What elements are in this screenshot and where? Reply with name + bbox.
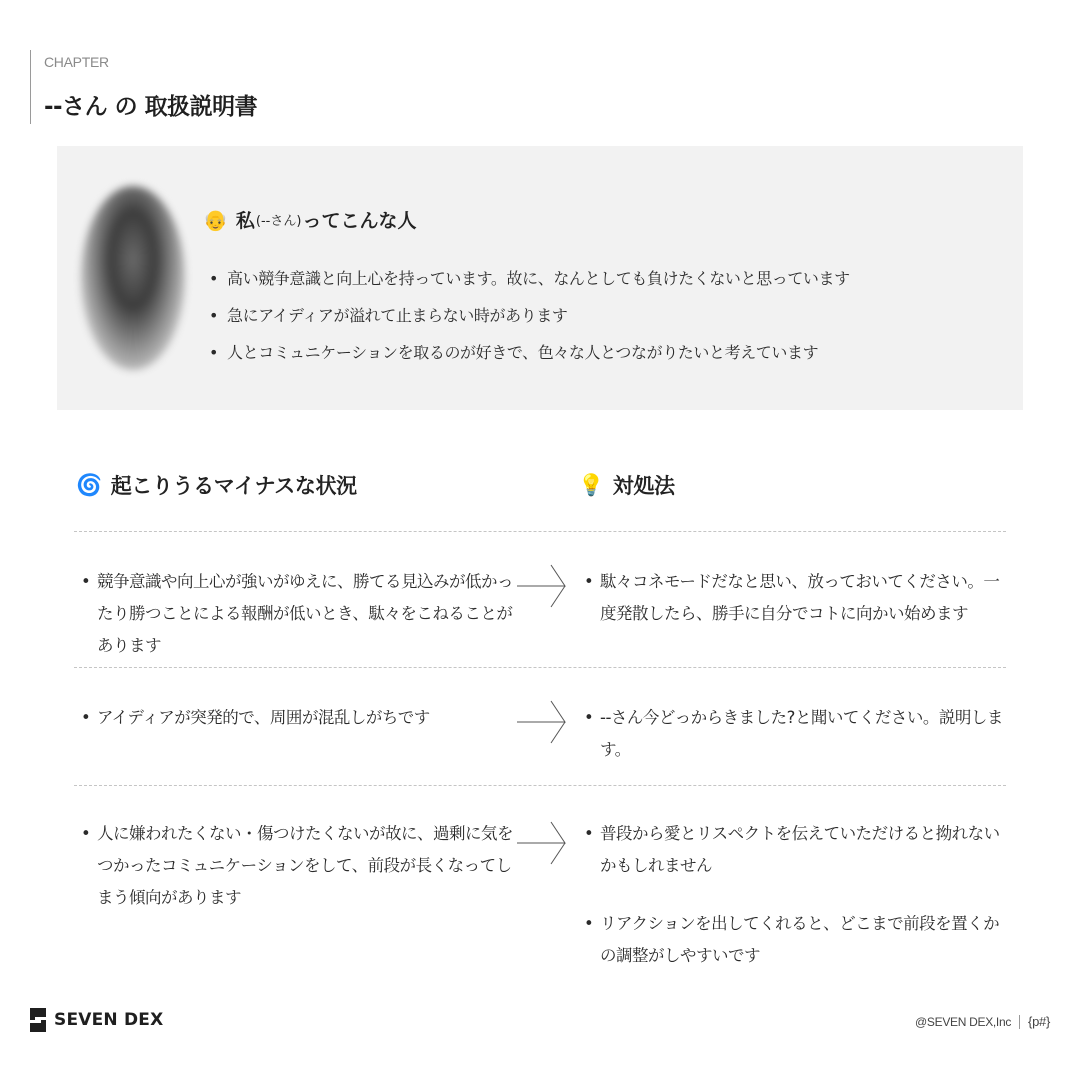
profile-title-paren: (--さん): [255, 214, 302, 229]
remedy-item: • 駄々コネモードだなと思い、放っておいてください。一度発散したら、勝手に自分でコトに向かい始めます: [584, 572, 1000, 623]
remedies-heading-label: 対処法: [612, 474, 675, 498]
situation-item: • アイディアが突発的で、周囲が混乱しがちです: [81, 708, 430, 727]
arrow-icon: [515, 818, 571, 868]
remedy-item: • リアクションを出してくれると、どこまで前段を置くかの調整がしやすいです: [584, 914, 1000, 965]
situation-text: アイディアが突発的で、周囲が混乱しがちです: [97, 708, 430, 727]
chapter-rule: [30, 50, 31, 124]
page-number: {p#}: [1028, 1014, 1050, 1029]
profile-card: [57, 146, 1023, 410]
remedies-heading: [578, 470, 675, 500]
situation-item: • 競争意識や向上心が強いがゆえに、勝てる見込みが低かったり勝つことによる報酬が低いとき、駄々をこねることがあります: [81, 572, 513, 655]
remedy-item: • --さん今どっからきました?と聞いてください。説明します。: [584, 708, 1003, 759]
profile-title-main: 私: [235, 210, 255, 232]
brand-name: SEVEN DEX: [54, 1010, 164, 1030]
row-divider: [74, 785, 1006, 786]
remedy-text: 普段から愛とリスペクトを伝えていただけると拗れないかもしれません: [600, 824, 1000, 875]
light-bulb-icon: 💡: [578, 472, 604, 497]
copyright: @SEVEN DEX,Inc: [915, 1014, 1012, 1029]
remedy-text: リアクションを出してくれると、どこまで前段を置くかの調整がしやすいです: [600, 914, 1000, 965]
row-divider: [74, 531, 1006, 532]
profile-item: • 急にアイディアが溢れて止まらない時があります: [209, 297, 850, 334]
seven-dex-logo-icon: [30, 1008, 46, 1032]
remedy-item: • 普段から愛とリスペクトを伝えていただけると拗れないかもしれません: [584, 824, 1000, 875]
profile-item: • 高い競争意識と向上心を持っています。故に、なんとしても負けたくないと思っています: [209, 260, 850, 297]
profile-list: [209, 260, 850, 371]
arrow-icon: [515, 561, 571, 611]
situations-heading-label: 起こりうるマイナスな状況: [110, 474, 357, 498]
situation-text: 人に嫌われたくない・傷つけたくないが故に、過剰に気をつかったコミュニケーションをして、前段が長くなってしまう傾向があります: [97, 824, 513, 907]
footer-separator: [1019, 1015, 1020, 1029]
row-divider: [74, 667, 1006, 668]
profile-title: [203, 206, 416, 233]
profile-item: • 人とコミュニケーションを取るのが好きで、色々な人とつながりたいと考えています: [209, 334, 850, 371]
old-man-icon: 👴: [203, 207, 228, 232]
situation-text: 競争意識や向上心が強いがゆえに、勝てる見込みが低かったり勝つことによる報酬が低いとき、駄々をこねることがあります: [97, 572, 513, 655]
brand-logo: [30, 1008, 163, 1032]
arrow-icon: [515, 697, 571, 747]
footer-meta: [915, 1014, 1050, 1029]
situation-item: • 人に嫌われたくない・傷つけたくないが故に、過剰に気をつかったコミュニケーションをして、前段が長くなってしまう傾向があります: [81, 824, 513, 907]
profile-title-tail: ってこんな人: [302, 210, 417, 232]
page-title: --さん の 取扱説明書: [44, 94, 258, 120]
situations-heading: [76, 470, 357, 500]
cyclone-icon: 🌀: [76, 472, 102, 497]
avatar: [81, 186, 185, 370]
chapter-label: CHAPTER: [44, 54, 109, 70]
remedy-text: --さん今どっからきました?と聞いてください。説明します。: [600, 708, 1003, 759]
remedy-text: 駄々コネモードだなと思い、放っておいてください。一度発散したら、勝手に自分でコトに向かい始めます: [600, 572, 1000, 623]
